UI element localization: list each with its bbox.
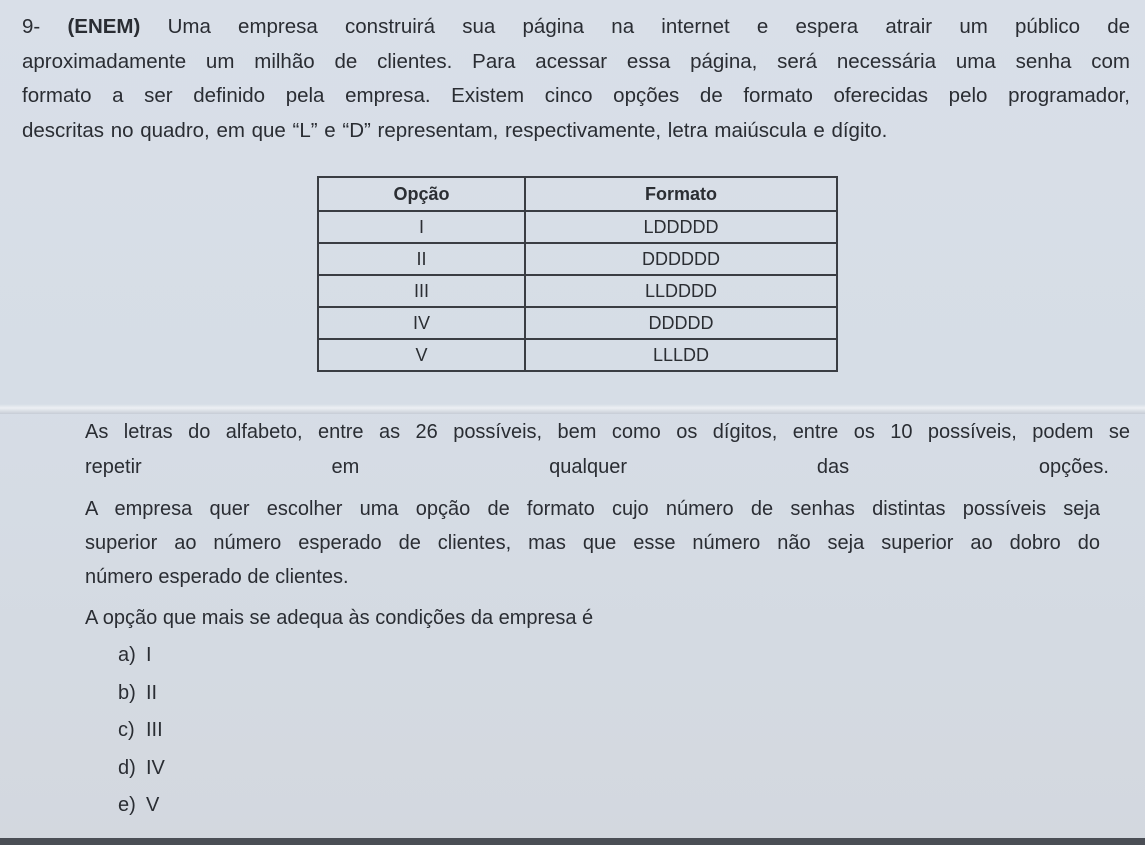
intro-line-2: aproximadamente um milhão de clientes. Para acessar essa página, será necessária uma senha com [22, 49, 1130, 73]
choice-d[interactable] [118, 753, 165, 791]
table-header-row [318, 177, 837, 211]
question-intro [22, 10, 1130, 148]
choice-e[interactable] [118, 790, 165, 828]
choice-text: IV [146, 756, 165, 779]
paragraph-letters-line-2 [85, 450, 1109, 484]
header-format: Formato [525, 177, 837, 211]
choice-letter: c) [118, 719, 135, 741]
intro-line-3: formato a ser definido pela empresa. Existem cinco opções de formato oferecidas pelo programador, [22, 84, 1130, 107]
format-options-table [317, 176, 838, 372]
choice-a[interactable] [118, 640, 165, 678]
paragraph-company-line-2: superior ao número esperado de clientes, mas que esse número não seja superior ao dobro do [85, 532, 1100, 554]
prompt-text: A opção que mais se adequa às condições da empresa é [85, 607, 594, 629]
question-number: 9- [22, 15, 41, 38]
answer-choices [118, 640, 165, 828]
intro-line-4: descritas no quadro, em que “L” e “D” representam, respectivamente, letra maiúscula e dígito. [22, 118, 888, 142]
format-cell: DDDDD [525, 307, 837, 339]
choice-letter: e) [118, 794, 136, 816]
table-row [318, 275, 837, 307]
paragraph-letters-line-1: As letras do alfabeto, entre as 26 possíveis, bem como os dígitos, entre os 10 possíveis, podem se [85, 421, 1130, 443]
paragraph-company-line-1: A empresa quer escolher uma opção de formato cujo número de senhas distintas possíveis seja [85, 498, 1100, 520]
paragraph-company [85, 492, 1100, 594]
intro-text-1: Uma empresa construirá sua página na internet e espera atrair um público de [167, 15, 1130, 38]
option-cell: IV [318, 307, 525, 339]
option-cell: I [318, 211, 525, 243]
option-cell: III [318, 275, 525, 307]
paragraph-company-line-3: número esperado de clientes. [85, 566, 349, 588]
format-cell: LDDDDD [525, 211, 837, 243]
table-row [318, 243, 837, 275]
question-prompt [85, 601, 1130, 635]
choice-text: II [146, 681, 158, 704]
choice-letter: d) [118, 756, 136, 779]
spread-word: qualquer [549, 456, 627, 478]
choice-letter: a) [118, 644, 136, 666]
choice-letter: b) [118, 681, 136, 704]
table-row [318, 307, 837, 339]
paragraph-letters [85, 415, 1130, 449]
table-row [318, 339, 837, 371]
choice-text: V [146, 794, 160, 816]
spread-word: das [816, 456, 850, 478]
paper-fold-shadow [0, 404, 1145, 414]
spread-word: repetir [85, 456, 142, 478]
choice-b[interactable] [118, 678, 165, 716]
choice-c[interactable] [118, 715, 165, 753]
photo-bottom-edge [0, 838, 1145, 845]
option-cell: II [318, 243, 525, 275]
table-row [318, 211, 837, 243]
format-cell: DDDDDD [525, 243, 837, 275]
spread-word: opções. [1038, 456, 1109, 478]
format-cell: LLLDD [525, 339, 837, 371]
question-source: (ENEM) [67, 15, 141, 38]
header-option: Opção [318, 177, 525, 211]
intro-line-1 [22, 10, 1130, 45]
format-cell: LLDDDD [525, 275, 837, 307]
choice-text: I [146, 644, 152, 666]
spread-word: em [331, 456, 360, 478]
option-cell: V [318, 339, 525, 371]
choice-text: III [146, 719, 163, 741]
